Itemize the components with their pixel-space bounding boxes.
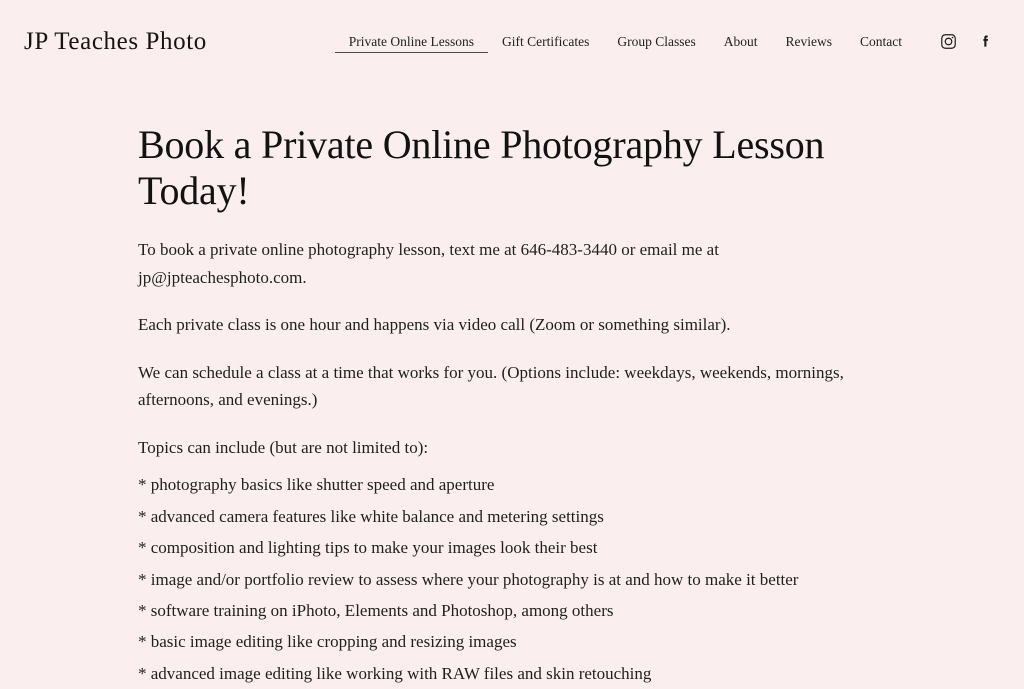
list-item: * advanced image editing like working with RAW files and skin retouching <box>138 663 652 683</box>
nav-item-group-classes[interactable]: Group Classes <box>617 33 696 49</box>
page-title: Book a Private Online Photography Lesson Today! <box>138 122 825 213</box>
main-navigation <box>335 31 916 54</box>
social-links <box>940 33 994 50</box>
paragraph-scheduling: We can schedule a class at a time that works for you. (Options include: weekdays, weekends, mornings, afternoons, and evenings.) <box>138 362 844 410</box>
site-header <box>0 0 1024 66</box>
list-item: * composition and lighting tips to make your images look their best <box>138 538 598 558</box>
nav-item-reviews[interactable]: Reviews <box>785 33 832 49</box>
list-item: * basic image editing like cropping and resizing images <box>138 632 517 652</box>
nav-item-contact[interactable]: Contact <box>860 33 902 49</box>
nav-item-gift-certificates[interactable]: Gift Certificates <box>502 33 590 49</box>
nav-item-about[interactable]: About <box>723 33 758 49</box>
topics-intro: Topics can include (but are not limited to): <box>138 437 429 457</box>
site-brand-logo[interactable]: JP Teaches Photo <box>24 28 207 55</box>
topics-list <box>138 469 886 689</box>
list-item: * image and/or portfolio review to assess where your photography is at and how to make it better <box>138 569 799 589</box>
list-item: * software training on iPhoto, Elements and Photoshop, among others <box>138 600 614 620</box>
main-content <box>0 66 1024 689</box>
nav-item-private-online-lessons[interactable]: Private Online Lessons <box>335 31 488 54</box>
facebook-icon[interactable] <box>977 33 994 50</box>
intro-paragraph-booking: To book a private online photography lesson, text me at 646-483-3440 or email me at jp@jpteachesphoto.com. <box>138 240 719 287</box>
instagram-icon[interactable] <box>940 33 957 50</box>
list-item: * photography basics like shutter speed and aperture <box>138 475 495 495</box>
list-item: * advanced camera features like white balance and metering settings <box>138 506 604 526</box>
paragraph-class-duration: Each private class is one hour and happens via video call (Zoom or something similar). <box>138 315 731 335</box>
header-right <box>335 31 998 54</box>
article-body <box>138 66 886 689</box>
